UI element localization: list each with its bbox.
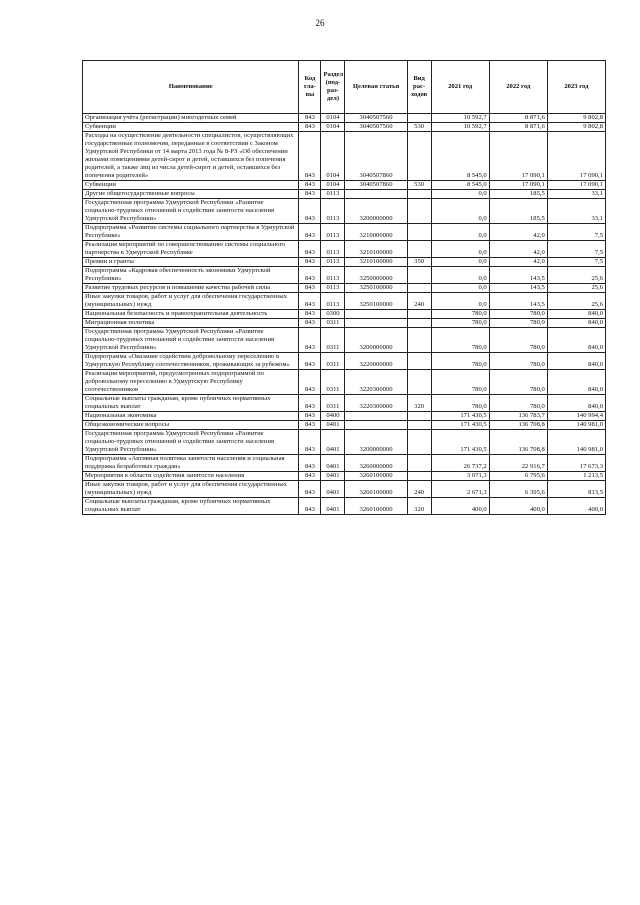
table-row (83, 123, 606, 132)
row-code: 843 (299, 114, 321, 123)
table-row (83, 267, 606, 284)
table-header-row (83, 61, 606, 114)
row-2022: 42,0 (489, 224, 547, 241)
row-target: 3220300000 (345, 370, 407, 395)
row-2023: 840,0 (547, 319, 605, 328)
row-2021: 3 071,3 (431, 472, 489, 481)
row-2023: 9 802,8 (547, 114, 605, 123)
row-expense (407, 310, 431, 319)
row-2021: 780,0 (431, 370, 489, 395)
row-expense (407, 421, 431, 430)
table-row (83, 370, 606, 395)
row-expense (407, 412, 431, 421)
row-code: 843 (299, 412, 321, 421)
row-code: 843 (299, 284, 321, 293)
row-2021: 8 545,0 (431, 132, 489, 181)
header-2023: 2023 год (547, 61, 605, 114)
row-section: 0113 (321, 190, 345, 199)
row-name: Национальная безопасность и правоохранительная деятельность (83, 310, 299, 319)
row-2021: 171 430,5 (431, 421, 489, 430)
page-number: 26 (315, 18, 325, 28)
row-2021: 8 545,0 (431, 181, 489, 190)
row-section: 0311 (321, 328, 345, 353)
row-expense: 320 (407, 395, 431, 412)
row-expense: 350 (407, 258, 431, 267)
row-target: 3200000000 (345, 430, 407, 455)
row-section: 0401 (321, 472, 345, 481)
row-2022: 6 795,6 (489, 472, 547, 481)
row-code: 843 (299, 123, 321, 132)
header-section: Раздел (под-раз-дел) (321, 61, 345, 114)
row-expense (407, 241, 431, 258)
row-code: 843 (299, 310, 321, 319)
row-2023: 7,5 (547, 241, 605, 258)
row-section: 0400 (321, 412, 345, 421)
row-2022: 8 871,6 (489, 114, 547, 123)
row-2023: 25,6 (547, 267, 605, 284)
row-2021: 0,0 (431, 258, 489, 267)
row-2022: 143,5 (489, 293, 547, 310)
row-section: 0104 (321, 123, 345, 132)
row-2022: 17 090,1 (489, 132, 547, 181)
row-code: 843 (299, 455, 321, 472)
row-expense (407, 190, 431, 199)
row-name: Государственная программа Удмуртской Республики «Развитие социально-трудовых отношений и содействие занятости населения Удмуртской Республики» (83, 199, 299, 224)
row-name: Миграционная политика (83, 319, 299, 328)
row-code: 843 (299, 181, 321, 190)
row-2023: 17 090,1 (547, 132, 605, 181)
row-target: 3250100000 (345, 284, 407, 293)
row-2022: 143,5 (489, 284, 547, 293)
row-2022: 136 708,8 (489, 421, 547, 430)
row-code: 843 (299, 421, 321, 430)
row-target: 3040507860 (345, 181, 407, 190)
row-expense (407, 370, 431, 395)
row-target: 3210100000 (345, 241, 407, 258)
row-2023: 33,1 (547, 199, 605, 224)
row-2023: 840,0 (547, 353, 605, 370)
row-code: 843 (299, 472, 321, 481)
row-2021: 0,0 (431, 267, 489, 284)
table-row (83, 455, 606, 472)
table-row (83, 395, 606, 412)
row-target (345, 421, 407, 430)
row-section: 0113 (321, 284, 345, 293)
row-code: 843 (299, 498, 321, 515)
row-2023: 840,0 (547, 328, 605, 353)
row-expense (407, 472, 431, 481)
header-name: Наименование (83, 61, 299, 114)
row-expense (407, 455, 431, 472)
row-2023: 813,5 (547, 481, 605, 498)
row-2022: 780,0 (489, 370, 547, 395)
row-expense: 320 (407, 498, 431, 515)
row-2023: 1 213,5 (547, 472, 605, 481)
row-target: 3220000000 (345, 353, 407, 370)
row-2023: 840,0 (547, 395, 605, 412)
table-row (83, 353, 606, 370)
row-section: 0113 (321, 293, 345, 310)
row-expense (407, 132, 431, 181)
row-name: Развитие трудовых ресурсов и повышение качества рабочей силы (83, 284, 299, 293)
table-row (83, 199, 606, 224)
row-name: Субвенции (83, 181, 299, 190)
row-section: 0300 (321, 310, 345, 319)
row-name: Иные закупки товаров, работ и услуг для обеспечения государственных (муниципальных) нужд (83, 481, 299, 498)
table-row (83, 472, 606, 481)
row-name: Подпрограмма «Развитие системы социального партнерства в Удмуртской Республике» (83, 224, 299, 241)
row-section: 0104 (321, 132, 345, 181)
row-target: 3040507860 (345, 132, 407, 181)
row-expense (407, 224, 431, 241)
row-code: 843 (299, 190, 321, 199)
row-target: 3260100000 (345, 472, 407, 481)
row-code: 843 (299, 241, 321, 258)
row-2021: 780,0 (431, 310, 489, 319)
row-2021: 780,0 (431, 353, 489, 370)
row-expense: 530 (407, 181, 431, 190)
row-code: 843 (299, 430, 321, 455)
row-name: Социальные выплаты гражданам, кроме публичных нормативных социальных выплат (83, 395, 299, 412)
row-2022: 42,0 (489, 258, 547, 267)
row-name: Реализация мероприятий, предусмотренных подпрограммой по добровольному переселению в Удмуртскую Республику соотечественников (83, 370, 299, 395)
row-expense: 530 (407, 123, 431, 132)
row-target: 3200000000 (345, 199, 407, 224)
row-2021: 780,0 (431, 395, 489, 412)
row-target: 3220300000 (345, 395, 407, 412)
row-name: Подпрограмма «Оказание содействия добровольному переселению в Удмуртскую Республику соотечественников, проживающих за рубежом» (83, 353, 299, 370)
row-target: 3260000000 (345, 455, 407, 472)
row-2021: 26 737,2 (431, 455, 489, 472)
table-row (83, 481, 606, 498)
row-code: 843 (299, 199, 321, 224)
row-2023: 840,0 (547, 370, 605, 395)
row-code: 843 (299, 481, 321, 498)
row-2021: 2 671,3 (431, 481, 489, 498)
row-2021: 0,0 (431, 199, 489, 224)
row-2022: 780,0 (489, 319, 547, 328)
row-target: 3040507560 (345, 123, 407, 132)
row-target (345, 190, 407, 199)
row-2022: 185,5 (489, 199, 547, 224)
row-expense (407, 284, 431, 293)
row-section: 0113 (321, 267, 345, 284)
row-2022: 42,0 (489, 241, 547, 258)
row-2023: 17 673,3 (547, 455, 605, 472)
row-section: 0113 (321, 258, 345, 267)
row-code: 843 (299, 267, 321, 284)
row-expense: 240 (407, 481, 431, 498)
table-row (83, 498, 606, 515)
row-code: 843 (299, 370, 321, 395)
row-2022: 136 708,8 (489, 430, 547, 455)
table-row (83, 293, 606, 310)
row-expense (407, 430, 431, 455)
row-section: 0113 (321, 224, 345, 241)
row-section: 0401 (321, 430, 345, 455)
table-row (83, 114, 606, 123)
row-name: Другие общегосударственные вопросы (83, 190, 299, 199)
row-target (345, 310, 407, 319)
row-section: 0401 (321, 455, 345, 472)
row-2022: 8 871,6 (489, 123, 547, 132)
row-name: Общеэкономические вопросы (83, 421, 299, 430)
row-2023: 140 994,4 (547, 412, 605, 421)
row-name: Иные закупки товаров, работ и услуг для обеспечения государственных (муниципальных) нужд (83, 293, 299, 310)
row-2021: 171 430,5 (431, 412, 489, 421)
row-2021: 10 592,7 (431, 114, 489, 123)
row-section: 0104 (321, 114, 345, 123)
row-code: 843 (299, 395, 321, 412)
row-name: Государственная программа Удмуртской Республики «Развитие социально-трудовых отношений и содействие занятости населения Удмуртской Республики» (83, 328, 299, 353)
row-target: 3210000000 (345, 224, 407, 241)
row-2023: 140 981,0 (547, 421, 605, 430)
row-2021: 0,0 (431, 190, 489, 199)
row-expense (407, 319, 431, 328)
budget-table (82, 60, 606, 515)
row-2023: 17 090,1 (547, 181, 605, 190)
table-row (83, 241, 606, 258)
row-name: Субвенции (83, 123, 299, 132)
row-code: 843 (299, 319, 321, 328)
table-row (83, 421, 606, 430)
row-target: 3040507560 (345, 114, 407, 123)
row-2022: 22 916,7 (489, 455, 547, 472)
row-2023: 400,0 (547, 498, 605, 515)
row-2022: 780,0 (489, 328, 547, 353)
row-expense (407, 114, 431, 123)
table-row (83, 132, 606, 181)
row-2022: 136 783,7 (489, 412, 547, 421)
row-name: Национальная экономика (83, 412, 299, 421)
row-section: 0401 (321, 421, 345, 430)
row-name: Реализация мероприятий по совершенствованию системы социального партнерства в Удмуртской Республике (83, 241, 299, 258)
table-row (83, 412, 606, 421)
row-2023: 25,6 (547, 284, 605, 293)
row-2021: 0,0 (431, 293, 489, 310)
table-body (83, 114, 606, 515)
table-row (83, 328, 606, 353)
row-target: 3210100000 (345, 258, 407, 267)
row-target: 3260100000 (345, 498, 407, 515)
row-name: Подпрограмма «Активная политика занятости населения и социальная поддержка безработных граждан» (83, 455, 299, 472)
row-2023: 33,1 (547, 190, 605, 199)
table-row (83, 224, 606, 241)
row-target (345, 412, 407, 421)
row-target: 3250000000 (345, 267, 407, 284)
row-section: 0104 (321, 181, 345, 190)
row-2022: 780,0 (489, 395, 547, 412)
row-2022: 780,0 (489, 353, 547, 370)
row-target (345, 319, 407, 328)
row-name: Расходы на осуществление деятельности специалистов, осуществляющих государственные полномочия, переданные в соответствии с Законом Удмуртской Республики от 14 марта 2013 года № 8-РЗ «Об обеспечении жилыми помещениями детей-сирот и детей, оставшихся без попечения родителей, а также лиц из числа детей-сирот и детей, оставшихся без попечения родителей» (83, 132, 299, 181)
row-2023: 140 981,0 (547, 430, 605, 455)
header-target: Целевая статья (345, 61, 407, 114)
row-code: 843 (299, 132, 321, 181)
row-code: 843 (299, 224, 321, 241)
row-name: Социальные выплаты гражданам, кроме публичных нормативных социальных выплат (83, 498, 299, 515)
row-expense (407, 353, 431, 370)
row-section: 0401 (321, 498, 345, 515)
row-expense (407, 199, 431, 224)
table-row (83, 258, 606, 267)
row-section: 0311 (321, 395, 345, 412)
row-2023: 7,5 (547, 224, 605, 241)
row-target: 3260100000 (345, 481, 407, 498)
row-2022: 400,0 (489, 498, 547, 515)
row-code: 843 (299, 328, 321, 353)
row-2021: 400,0 (431, 498, 489, 515)
row-target: 3250100000 (345, 293, 407, 310)
header-2022: 2022 год (489, 61, 547, 114)
row-2021: 171 430,5 (431, 430, 489, 455)
row-expense (407, 267, 431, 284)
row-section: 0113 (321, 241, 345, 258)
row-name: Премии и гранты (83, 258, 299, 267)
row-section: 0401 (321, 481, 345, 498)
row-2023: 840,0 (547, 310, 605, 319)
row-section: 0113 (321, 199, 345, 224)
table-row (83, 319, 606, 328)
row-code: 843 (299, 293, 321, 310)
table-row (83, 284, 606, 293)
row-2022: 6 395,6 (489, 481, 547, 498)
row-2021: 0,0 (431, 224, 489, 241)
row-2023: 7,5 (547, 258, 605, 267)
row-section: 0311 (321, 370, 345, 395)
row-2022: 17 090,1 (489, 181, 547, 190)
row-section: 0311 (321, 319, 345, 328)
row-expense: 240 (407, 293, 431, 310)
row-code: 843 (299, 353, 321, 370)
table-row (83, 310, 606, 319)
row-2021: 780,0 (431, 319, 489, 328)
row-2021: 10 592,7 (431, 123, 489, 132)
row-2022: 780,0 (489, 310, 547, 319)
row-expense (407, 328, 431, 353)
row-2023: 9 802,8 (547, 123, 605, 132)
row-2023: 25,6 (547, 293, 605, 310)
row-section: 0311 (321, 353, 345, 370)
table-row (83, 430, 606, 455)
row-name: Государственная программа Удмуртской Республики «Развитие социально-трудовых отношений и содействие занятости населения Удмуртской Республики» (83, 430, 299, 455)
table-row (83, 190, 606, 199)
header-2021: 2021 год (431, 61, 489, 114)
row-2021: 780,0 (431, 328, 489, 353)
row-2021: 0,0 (431, 241, 489, 258)
header-code: Код гла-вы (299, 61, 321, 114)
table-row (83, 181, 606, 190)
row-2021: 0,0 (431, 284, 489, 293)
row-code: 843 (299, 258, 321, 267)
row-target: 3200000000 (345, 328, 407, 353)
row-name: Подпрограмма «Кадровая обеспеченность экономики Удмуртской Республики» (83, 267, 299, 284)
row-2022: 185,5 (489, 190, 547, 199)
row-name: Мероприятия в области содействия занятости населения (83, 472, 299, 481)
row-name: Организация учёта (регистрации) многодетных семей (83, 114, 299, 123)
header-expense: Вид рас-ходов (407, 61, 431, 114)
row-2022: 143,5 (489, 267, 547, 284)
